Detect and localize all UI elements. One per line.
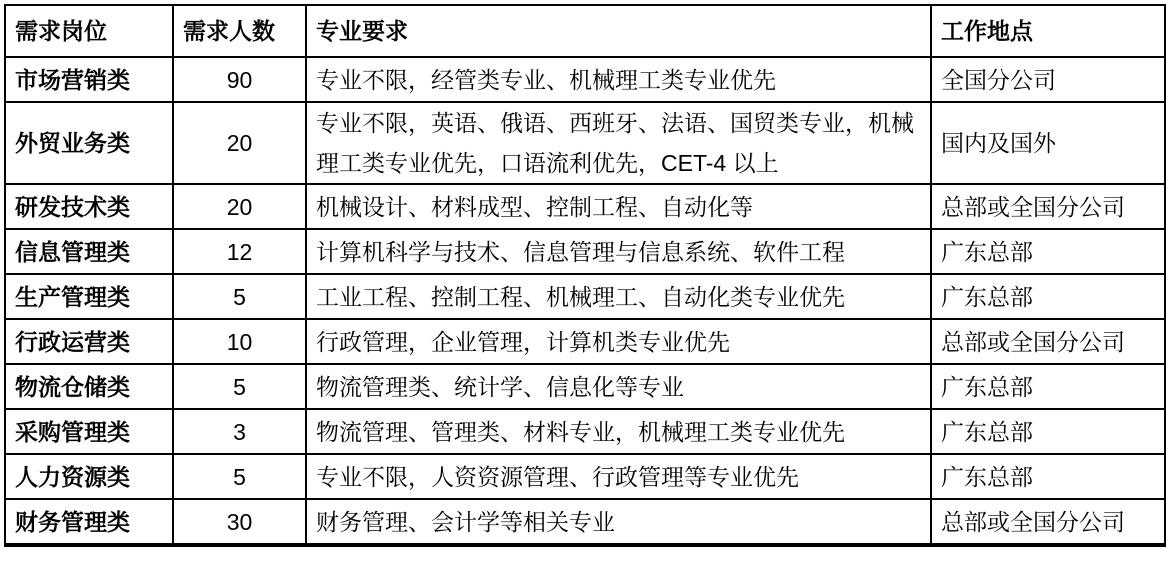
table-header: [5, 5, 1165, 57]
cell-count: 3: [173, 409, 306, 454]
cell-position: 外贸业务类: [5, 102, 173, 184]
table-row: [5, 454, 1165, 499]
col-header-requirements: 专业要求: [306, 5, 931, 57]
cell-position: 财务管理类: [5, 499, 173, 545]
cell-position: 人力资源类: [5, 454, 173, 499]
cell-requirements: 机械设计、材料成型、控制工程、自动化等: [306, 184, 931, 229]
cell-count: 5: [173, 454, 306, 499]
cell-requirements: 计算机科学与技术、信息管理与信息系统、软件工程: [306, 229, 931, 274]
col-header-position: 需求岗位: [5, 5, 173, 57]
cell-location: 广东总部: [931, 274, 1165, 319]
table-body: [5, 57, 1165, 545]
cell-count: 20: [173, 184, 306, 229]
cell-position: 生产管理类: [5, 274, 173, 319]
table-row: [5, 364, 1165, 409]
cell-location: 总部或全国分公司: [931, 319, 1165, 364]
table-row: [5, 57, 1165, 102]
table-row: [5, 184, 1165, 229]
cell-requirements: 物流管理、管理类、材料专业，机械理工类专业优先: [306, 409, 931, 454]
cell-location: 广东总部: [931, 229, 1165, 274]
table-row: [5, 319, 1165, 364]
cell-count: 10: [173, 319, 306, 364]
cell-count: 12: [173, 229, 306, 274]
table-row: [5, 229, 1165, 274]
table-row: [5, 409, 1165, 454]
cell-position: 行政运营类: [5, 319, 173, 364]
cell-location: 广东总部: [931, 454, 1165, 499]
cell-location: 广东总部: [931, 409, 1165, 454]
table-row: [5, 274, 1165, 319]
recruitment-table: [4, 4, 1166, 547]
table-row: [5, 102, 1165, 184]
cell-requirements: 行政管理，企业管理，计算机类专业优先: [306, 319, 931, 364]
cell-position: 市场营销类: [5, 57, 173, 102]
cell-requirements: 专业不限，英语、俄语、西班牙、法语、国贸类专业，机械理工类专业优先，口语流利优先，CET-4 以上: [306, 102, 931, 184]
cell-requirements: 物流管理类、统计学、信息化等专业: [306, 364, 931, 409]
col-header-location: 工作地点: [931, 5, 1165, 57]
cell-position: 研发技术类: [5, 184, 173, 229]
cell-location: 国内及国外: [931, 102, 1165, 184]
table-row: [5, 499, 1165, 545]
cell-count: 20: [173, 102, 306, 184]
cell-location: 广东总部: [931, 364, 1165, 409]
cell-requirements: 工业工程、控制工程、机械理工、自动化类专业优先: [306, 274, 931, 319]
cell-count: 5: [173, 274, 306, 319]
cell-count: 30: [173, 499, 306, 545]
cell-requirements: 专业不限，人资资源管理、行政管理等专业优先: [306, 454, 931, 499]
cell-position: 物流仓储类: [5, 364, 173, 409]
cell-requirements: 财务管理、会计学等相关专业: [306, 499, 931, 545]
cell-position: 采购管理类: [5, 409, 173, 454]
cell-count: 5: [173, 364, 306, 409]
cell-requirements: 专业不限，经管类专业、机械理工类专业优先: [306, 57, 931, 102]
cell-count: 90: [173, 57, 306, 102]
cell-position: 信息管理类: [5, 229, 173, 274]
header-row: [5, 5, 1165, 57]
col-header-count: 需求人数: [173, 5, 306, 57]
cell-location: 全国分公司: [931, 57, 1165, 102]
cell-location: 总部或全国分公司: [931, 184, 1165, 229]
cell-location: 总部或全国分公司: [931, 499, 1165, 545]
